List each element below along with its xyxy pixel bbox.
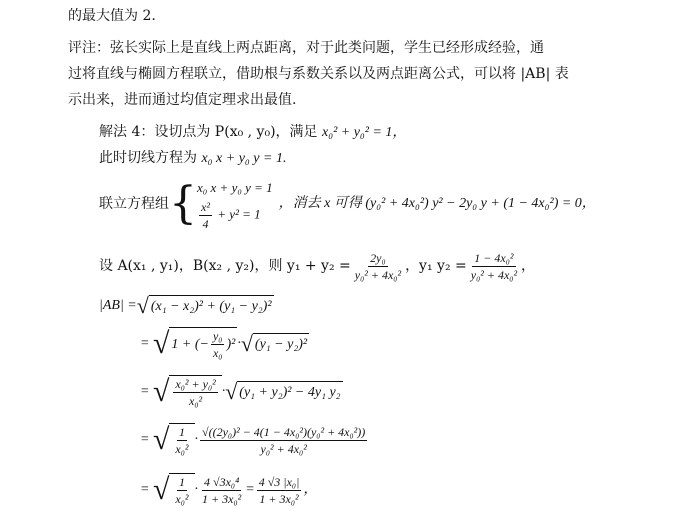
ellipse-fraction: $\frac{\text{x²}}{4}$ — [201, 199, 210, 231]
system-equations — [197, 177, 273, 232]
system-line — [99, 176, 596, 232]
system-prefix: 联立方程组 — [99, 196, 169, 212]
method4-condition: x₀² + y₀² = 1， — [321, 125, 407, 140]
ab-step-2 — [140, 324, 309, 364]
tangent-equation: x₀ x + y₀ y = 1. — [201, 151, 287, 166]
sqrt-step-3b: √ (y₁ + y₂)² − 4y₁ y₂ — [225, 379, 341, 404]
comment-line-1: 评注：弦长实际上是直线上两点距离，对于此类问题，学生已经形成经验，通 — [68, 40, 544, 56]
equals-sign: = — [140, 384, 150, 399]
dot: · — [221, 384, 226, 399]
system-row-1: x₀ x + y₀ y = 1 — [197, 179, 273, 195]
step5-fraction-2: $\frac{\text{4 √3 |x₀|}}{\text{1 + 3x₀²}}$ — [258, 474, 300, 506]
tangent-prefix: 此时切线方程为 — [99, 150, 202, 166]
trailing-comma: ， — [303, 482, 318, 497]
tangent-line — [99, 148, 286, 169]
equals-sign: = — [140, 336, 150, 351]
ab-step-5 — [140, 470, 317, 510]
step5-fraction-1: $\frac{\text{4 √3x₀⁴}}{\text{1 + 3x₀²}}$ — [202, 474, 242, 506]
ab-step-1 — [99, 294, 274, 318]
dot: · — [194, 432, 199, 447]
vieta-sum-fraction: $\frac{\text{2y₀}}{\text{y₀² + 4x₀²}}$ — [354, 250, 402, 282]
sqrt-step-1: √ (x₁ − x₂)² + (y₁ − y₂)² — [136, 293, 272, 318]
sqrt-step-3a: √ $\frac{\text{x₀² + y₀²}}{\text{x₀²}}$ — [153, 375, 222, 409]
dot: · — [194, 482, 199, 497]
sqrt-step-5a: √ $\frac{1}{\text{x₀²}}$ — [153, 473, 195, 507]
vieta-line — [99, 248, 535, 284]
method4-prefix: 解法 4：设切点为 P(x₀ , y₀)，满足 — [99, 124, 322, 140]
vieta-prefix: 设 A(x₁ , y₁)，B(x₂ , y₂)，则 y₁ + y₂ = — [99, 258, 351, 274]
vieta-end: ， — [521, 258, 536, 274]
comment-line-2: 过将直线与椭圆方程联立，借助根与系数关系以及两点距离公式，可以将 |AB| 表 — [68, 66, 569, 82]
system-row-2: $\frac{\text{x²}}{4}$ + y² = 1 — [201, 199, 261, 231]
method4-line — [99, 122, 406, 143]
vieta-product-fraction: $\frac{\text{1 − 4x₀²}}{\text{y₀² + 4x₀²}}$ — [470, 250, 518, 282]
ab-step-4 — [140, 420, 369, 460]
dot: · — [237, 336, 241, 351]
equals-sign: = — [140, 432, 150, 447]
vieta-middle: ，y₁ y₂ = — [405, 258, 467, 274]
equals-sign: = — [245, 482, 255, 497]
sqrt-step-4a: √ $\frac{1}{\text{x₀²}}$ — [153, 423, 195, 457]
equals-sign: = — [140, 482, 150, 497]
result-line: 的最大值为 2. — [68, 8, 156, 24]
step4-big-fraction: $\frac{\text{√((2y₀)² − 4(1 − 4x₀²)(y₀² + 4x₀²))}}{\text{y₀² + 4x₀²}}$ — [202, 424, 366, 456]
ab-step-3 — [140, 372, 343, 412]
ab-label: |AB| = — [99, 298, 137, 313]
sqrt-step-2b: √ (y₁ − y₂)² — [240, 331, 308, 356]
comment-line-3: 示出来，进而通过均值定理求出最值. — [68, 92, 297, 108]
system-suffix: ，消去 x 可得 (y₀² + 4x₀²) y² − 2y₀ y + (1 − 4x₀²) = 0， — [278, 196, 596, 211]
sqrt-step-2a: √ 1 + (− $\frac{\text{y₀}}{\text{x₀}}$ )² — [152, 327, 236, 360]
left-brace-icon: { — [169, 178, 197, 229]
